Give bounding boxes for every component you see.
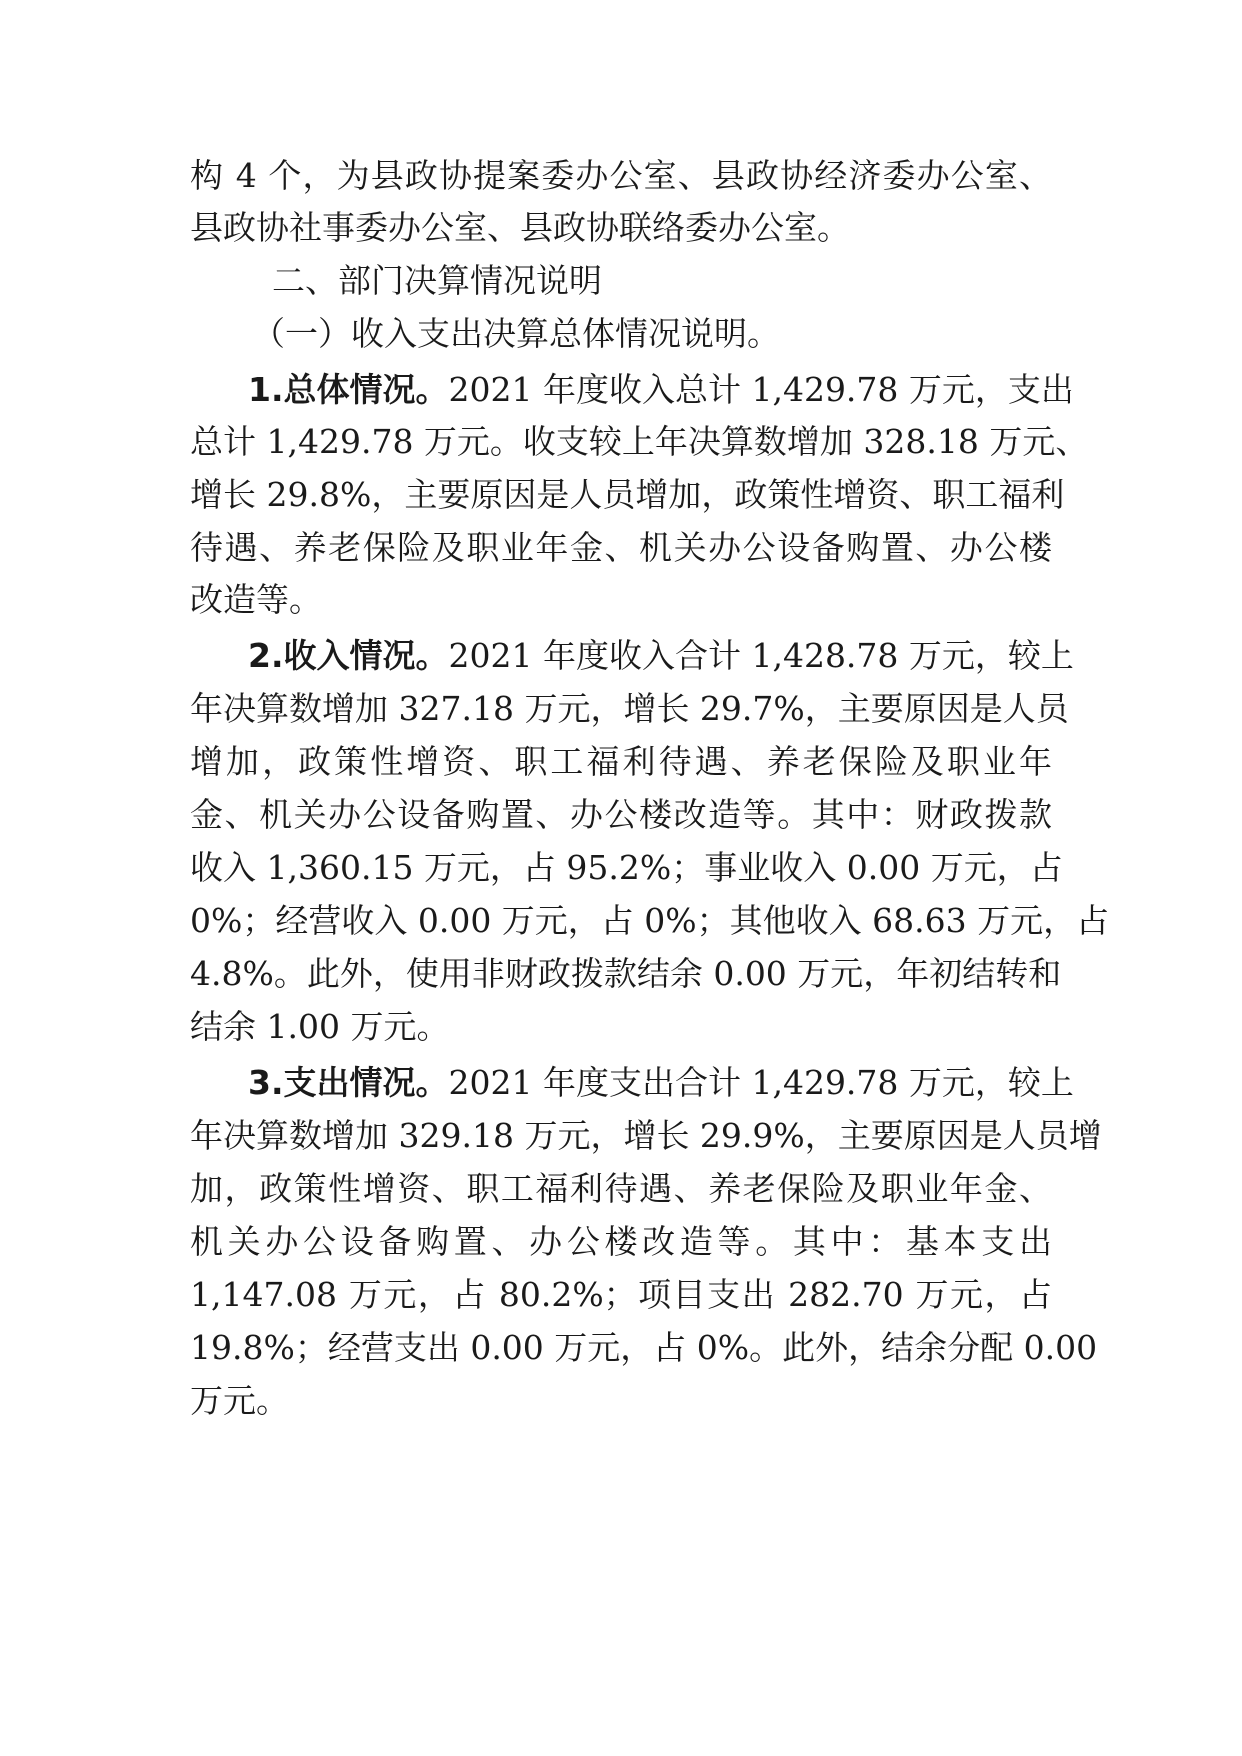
paragraph-line: 19.8%；经营支出 0.00 万元，占 0%。此外，结余分配 0.00 [190,1328,1098,1367]
paragraph-line: 县政协社事委办公室、县政协联络委办公室。 [190,208,850,247]
paragraph-line: 金、机关办公设备购置、办公楼改造等。其中：财政拨款 [190,795,1052,834]
paragraph-line: 年决算数增加 327.18 万元，增长 29.7%，主要原因是人员 [190,689,1069,728]
paragraph-line: 1,147.08 万元，占 80.2%；项目支出 282.70 万元，占 [190,1275,1052,1314]
paragraph-line: 构 4 个，为县政协提案委办公室、县政协经济委办公室、 [190,156,1052,195]
item-heading: 3.支出情况。 [248,1063,449,1102]
paragraph-line: 加，政策性增资、职工福利待遇、养老保险及职业年金、 [190,1169,1052,1208]
paragraph-line: 0%；经营收入 0.00 万元，占 0%；其他收入 68.63 万元，占 [190,901,1110,940]
paragraph-line: 增加，政策性增资、职工福利待遇、养老保险及职业年 [190,742,1052,781]
paragraph-line: 结余 1.00 万元。 [190,1007,450,1046]
paragraph-line: 增长 29.8%，主要原因是人员增加，政策性增资、职工福利 [190,475,1065,514]
subsection-heading: （一）收入支出决算总体情况说明。 [252,314,780,353]
item-heading: 1.总体情况。 [248,370,449,409]
section-heading: 二、部门决算情况说明 [272,261,602,300]
paragraph-first-line: 3.支出情况。2021 年度支出合计 1,429.78 万元，较上 [248,1063,1074,1102]
paragraph-line: 机关办公设备购置、办公楼改造等。其中：基本支出 [190,1222,1052,1261]
paragraph-line: 4.8%。此外，使用非财政拨款结余 0.00 万元，年初结转和 [190,954,1062,993]
paragraph-line: 年决算数增加 329.18 万元，增长 29.9%，主要原因是人员增 [190,1116,1102,1155]
paragraph-first-line: 2.收入情况。2021 年度收入合计 1,428.78 万元，较上 [248,636,1074,675]
paragraph-line: 收入 1,360.15 万元，占 95.2%；事业收入 0.00 万元，占 [190,848,1063,887]
paragraph-line: 待遇、养老保险及职业年金、机关办公设备购置、办公楼 [190,528,1052,567]
item-heading: 2.收入情况。 [248,636,449,675]
paragraph-line: 万元。 [190,1381,289,1420]
paragraph-line: 总计 1,429.78 万元。收支较上年决算数增加 328.18 万元、 [190,422,1089,461]
paragraph-line: 改造等。 [190,580,322,619]
paragraph-first-line: 1.总体情况。2021 年度收入总计 1,429.78 万元，支出 [248,370,1074,409]
